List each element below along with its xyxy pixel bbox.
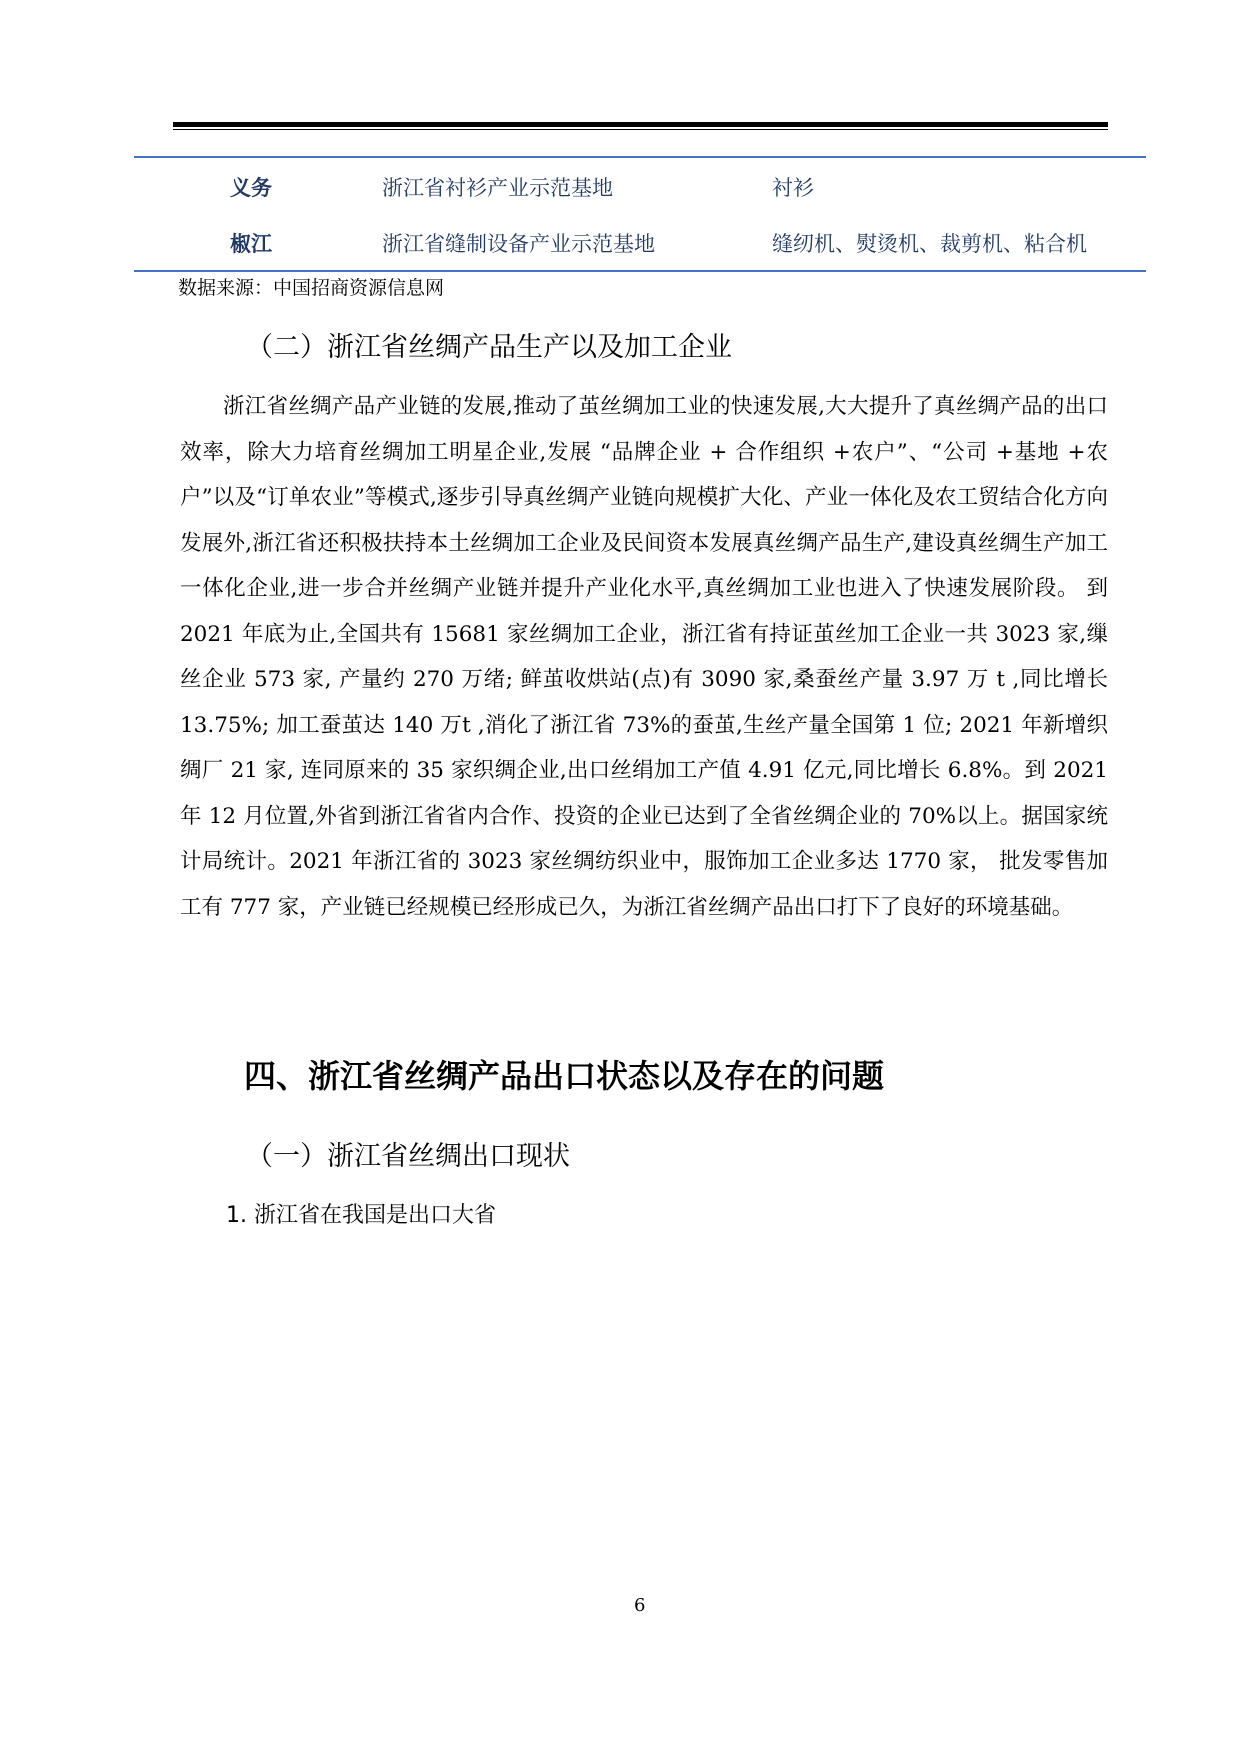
section-heading: （二）浙江省丝绸产品生产以及加工企业 bbox=[246, 332, 732, 363]
list-item-heading: 1. 浙江省在我国是出口大省 bbox=[226, 1203, 496, 1228]
body-paragraph bbox=[180, 384, 1108, 930]
table-source-note: 数据来源：中国招商资源信息网 bbox=[178, 277, 445, 299]
header-rule bbox=[173, 122, 1108, 130]
region-cell: 椒江 bbox=[230, 232, 272, 256]
table-row bbox=[134, 158, 1146, 214]
chapter-heading: 四、浙江省丝绸产品出口状态以及存在的问题 bbox=[244, 1057, 885, 1095]
table-row bbox=[134, 214, 1146, 270]
products-cell: 衬衫 bbox=[772, 176, 814, 200]
base-cell: 浙江省衬衫产业示范基地 bbox=[382, 176, 613, 200]
base-cell: 浙江省缝制设备产业示范基地 bbox=[382, 232, 655, 256]
table-bottom-border bbox=[134, 270, 1146, 272]
page-number: 6 bbox=[634, 1595, 646, 1616]
industry-base-table bbox=[134, 156, 1146, 272]
paragraph-text: 浙江省丝绸产品产业链的发展,推动了茧丝绸加工业的快速发展,大大提升了真丝绸产品的出口效率，除大力培育丝绸加工明星企业,发展 “品牌企业 + 合作组织 +农户”、“公司 +基地 +农户”以及“订单农业”等模式,逐步引导真丝绸产业链向规模扩大化、产业一体化及农工贸结合化方向发展外,浙江省还积极扶持本土丝绸加工企业及民间资本发展真丝绸产品生产,建设真丝绸生产加工一体化企业,进一步合并丝绸产业链并提升产业化水平,真丝绸加工业也进入了快速发展阶段。 到 2021 年底为止,全国共有 15681 家丝绸加工企业，浙江省有持证茧丝加工企业一共 3023 家,缫丝企业 573 家, 产量约 270 万绪; 鲜茧收烘站(点)有 3090 家,桑蚕丝产量 3.97 万 t ,同比增长 13.75%; 加工蚕茧达 140 万t ,消化了浙江省 73%的蚕茧,生丝产量全国第 1 位; 2021 年新增织绸厂 21 家, 连同原来的 35 家织绸企业,出口丝绢加工产值 4.91 亿元,同比增长 6.8%。到 2021 年 12 月位置,外省到浙江省省内合作、投资的企业已达到了全省丝绸企业的 70%以上。据国家统计局统计。2021 年浙江省的 3023 家丝绸纺织业中，服饰加工企业多达 1770 家， 批发零售加工有 777 家，产业链已经规模已经形成已久，为浙江省丝绸产品出口打下了良好的环境基础。 bbox=[180, 394, 1108, 920]
region-cell: 义务 bbox=[230, 176, 272, 200]
products-cell: 缝纫机、熨烫机、裁剪机、粘合机 bbox=[772, 232, 1087, 256]
subsection-heading: （一）浙江省丝绸出口现状 bbox=[246, 1141, 570, 1172]
